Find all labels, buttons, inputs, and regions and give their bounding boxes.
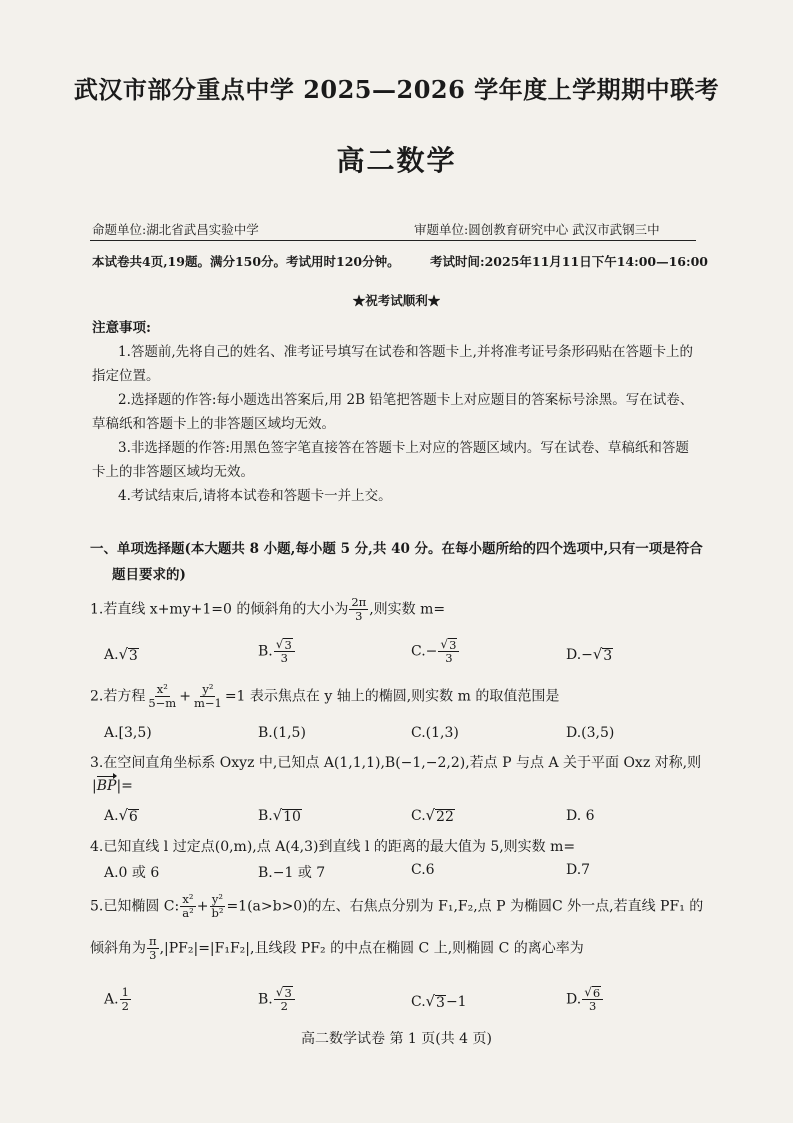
note-3-line-1: 3.非选择题的作答:用黑色签字笔直接答在答题卡上对应的答题区域内。写在试卷、草稿纸和答题	[118, 440, 689, 456]
question-3-option-c: C. √ 22	[411, 807, 454, 825]
question-1-option-d: D.− √ 3	[566, 646, 613, 664]
vector-bp: BP	[96, 778, 117, 794]
question-2-stem: 2.若方程 $\frac{\text{x²}}{5-m}$ + $\frac{\text{y²}}{m-1}$ =1 表示焦点在 y 轴上的椭圆,则实数 m 的取值范围是	[90, 682, 560, 711]
question-3-stem-cont: |BP|=	[92, 778, 133, 794]
question-2-option-a: A.[3,5)	[104, 725, 152, 741]
reviewer-unit: 审题单位:圆创教育研究中心 武汉市武钢三中	[414, 222, 660, 237]
question-4-option-b: B.−1 或 7	[258, 865, 326, 881]
question-3-option-a: A. √ 6	[104, 807, 138, 825]
fraction: $\frac{2\pi}{3}$	[351, 595, 367, 624]
question-5-option-c: C. √ 3 −1	[411, 993, 467, 1011]
question-4-option-d: D.7	[566, 862, 591, 878]
question-3-option-b: B. √ 10	[258, 807, 301, 825]
question-5-option-b: B. √ 3 2	[258, 986, 296, 1013]
question-1-option-b: B. √ 3 3	[258, 638, 296, 665]
page-footer: 高二数学试卷 第 1 页(共 4 页)	[301, 1031, 492, 1047]
section-1-heading: 一、单项选择题(本大题共 8 小题,每小题 5 分,共 40 分。在每小题所给的四个选项中,只有一项是符合	[90, 541, 703, 557]
exam-time: 考试时间:2025年11月11日下午14:00—16:00	[430, 254, 709, 269]
question-1-stem: 1.若直线 x+my+1=0 的倾斜角的大小为 $\frac{2\pi}{3}$ ,则实数 m=	[90, 595, 446, 624]
question-5-stem-cont: 倾斜角为 $\frac{\pi}{3}$ ,|PF₂|=|F₁F₂|,且线段 PF₂ 的中点在椭圆 C 上,则椭圆 C 的离心率为	[90, 934, 584, 963]
question-3-option-d: D. 6	[566, 808, 595, 824]
exam-title: 武汉市部分重点中学 2025—2026 学年度上学期期中联考	[73, 75, 720, 104]
question-2-option-d: D.(3,5)	[566, 725, 615, 741]
question-3-stem: 3.在空间直角坐标系 Oxyz 中,已知点 A(1,1,1),B(−1,−2,2),若点 P 与点 A 关于平面 Oxz 对称,则	[90, 755, 702, 771]
subject-title: 高二数学	[336, 144, 457, 177]
wish-line: ★祝考试顺利★	[352, 293, 441, 308]
note-1-line-2: 指定位置。	[92, 368, 160, 384]
question-4-option-c: C.6	[411, 862, 435, 878]
note-4: 4.考试结束后,请将本试卷和答题卡一并上交。	[118, 488, 392, 504]
question-5-option-a: A. $\frac{1}{2}$	[104, 985, 129, 1014]
question-4-stem: 4.已知直线 l 过定点(0,m),点 A(4,3)到直线 l 的距离的最大值为 5,则实数 m=	[90, 839, 576, 855]
header-divider	[90, 240, 696, 241]
note-2-line-1: 2.选择题的作答:每小题选出答案后,用 2B 铅笔把答题卡上对应题目的答案标号涂黑。写在试卷、	[118, 392, 694, 408]
note-2-line-2: 草稿纸和答题卡上的非答题区域均无效。	[92, 416, 335, 432]
question-1-option-a: A. √ 3	[104, 646, 138, 664]
question-1-option-c: C.− √ 3 3	[411, 638, 460, 665]
note-3-line-2: 卡上的非答题区域均无效。	[92, 464, 254, 480]
question-5-option-d: D. √ 6 3	[566, 986, 604, 1013]
paper-info: 本试卷共4页,19题。满分150分。考试用时120分钟。	[92, 254, 400, 269]
question-4-option-a: A.0 或 6	[104, 865, 160, 881]
section-1-heading-cont: 题目要求的)	[112, 567, 186, 583]
question-2-option-b: B.(1,5)	[258, 725, 306, 741]
notes-heading: 注意事项:	[92, 320, 151, 336]
proposer-unit: 命题单位:湖北省武昌实验中学	[92, 222, 259, 237]
question-5-stem: 5.已知椭圆 C: $\frac{\text{x²}}{\text{a²}}$ + $\frac{\text{y²}}{\text{b²}}$ =1(a>b>0)的左、右焦点分别为 F₁,F₂,点 P 为椭圆C 外一点,若直线 PF₁ 的	[90, 892, 704, 921]
question-2-option-c: C.(1,3)	[411, 725, 459, 741]
note-1-line-1: 1.答题前,先将自己的姓名、准考证号填写在试卷和答题卡上,并将准考证号条形码贴在答题卡上的	[118, 344, 693, 360]
